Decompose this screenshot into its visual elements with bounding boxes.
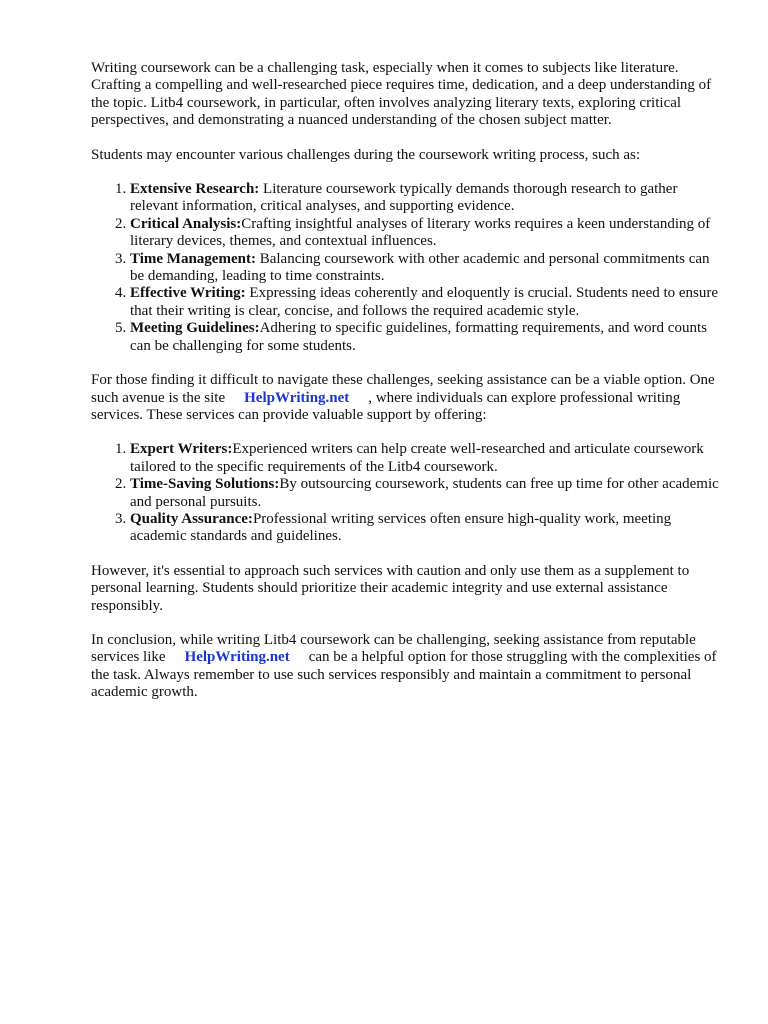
list-item-text: Expressing ideas coherently and eloquently is crucial. Students need to ensure that their writing is clear, concise, and follows the required academic style.: [130, 285, 719, 319]
assistance-text-before: For those finding it difficult to navigate these challenges, seeking assistance can be a viable option. One such avenue is the site: [91, 372, 715, 406]
list-item-term: Time Management:: [130, 250, 256, 267]
services-list: [91, 441, 721, 545]
list-item-term: Extensive Research:: [130, 181, 260, 198]
list-item-term: Quality Assurance:: [130, 510, 253, 527]
list-item-term: Meeting Guidelines:: [130, 320, 260, 337]
list-item-text: Crafting insightful analyses of literary works requires a keen understanding of literary devices, themes, and contextual influences.: [130, 215, 711, 250]
list-item-text: Balancing coursework with other academic and personal commitments can be demanding, leading to time constraints.: [130, 250, 710, 285]
helpwriting-link[interactable]: HelpWriting.net: [184, 649, 290, 666]
assistance-paragraph: [91, 372, 721, 424]
intro-paragraph: Writing coursework can be a challenging task, especially when it comes to subjects like literature. Crafting a compelling and well-researched piece requires time, dedication, and a deep understanding of the topic. Litb4 coursework, in particular, often involves analyzing literary texts, exploring critical perspectives, and demonstrating a nuanced understanding of the chosen subject matter.: [91, 60, 712, 129]
list-item: [130, 216, 721, 251]
list-item: [130, 320, 721, 355]
conclusion-text-before: In conclusion, while writing Litb4 coursework can be challenging, seeking assistance from reputable services like: [91, 631, 696, 666]
list-item-text: Experienced writers can help create well-researched and articulate coursework tailored to the specific requirements of the Litb4 coursework.: [130, 441, 704, 475]
list-item-text: Literature coursework typically demands thorough research to gather relevant information, critical analyses, and supporting evidence.: [130, 181, 678, 215]
list-item-term: Critical Analysis:: [130, 215, 242, 232]
list-item: [130, 181, 721, 216]
list-item: [130, 476, 721, 511]
list-item: [130, 511, 721, 546]
document-page: [91, 60, 721, 719]
list-item-text: By outsourcing coursework, students can free up time for other academic and personal pursuits.: [130, 476, 719, 510]
conclusion-text-after: can be a helpful option for those struggling with the complexities of the task. Always remember to use such services responsibly and maintain a commitment to personal academic growth.: [91, 649, 717, 701]
list-item-term: Effective Writing:: [130, 285, 246, 302]
list-item-term: Expert Writers:: [130, 441, 233, 458]
helpwriting-link[interactable]: HelpWriting.net: [244, 389, 350, 406]
list-item-text: Professional writing services often ensure high-quality work, meeting academic standards and guidelines.: [130, 510, 672, 545]
list-item: [130, 441, 721, 476]
challenges-lead: Students may encounter various challenges during the coursework writing process, such as:: [91, 146, 641, 163]
caution-paragraph: However, it's essential to approach such services with caution and only use them as a supplement to personal learning. Students should prioritize their academic integrity and use external assistance responsibly.: [91, 562, 690, 614]
list-item-text: Adhering to specific guidelines, formatting requirements, and word counts can be challenging for some students.: [130, 320, 707, 354]
conclusion-paragraph: [91, 632, 721, 702]
list-item: [130, 251, 721, 286]
assistance-text-after: , where individuals can explore professional writing services. These services can provide valuable support by offering:: [91, 389, 681, 423]
list-item: [130, 285, 721, 320]
list-item-term: Time-Saving Solutions:: [130, 476, 280, 493]
challenges-list: [91, 181, 721, 355]
